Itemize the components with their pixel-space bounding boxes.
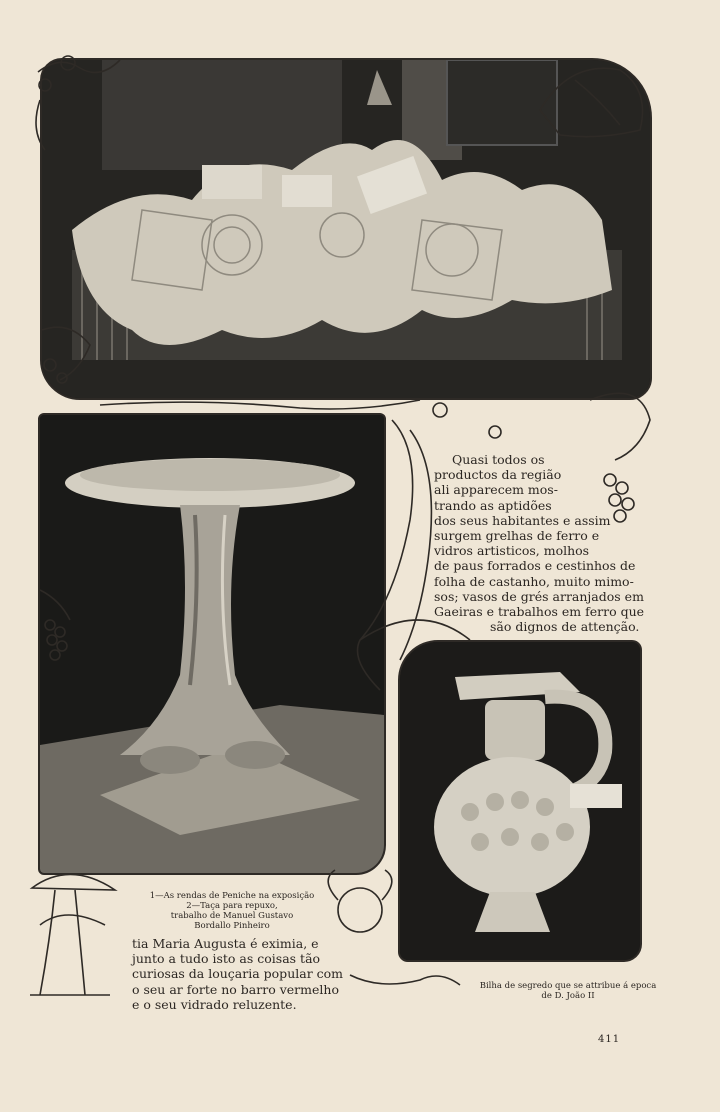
text-line: sos; vasos de grés arranjados em	[434, 588, 644, 604]
caption-line: Bilha de segredo que se attribue á epoca	[479, 981, 657, 991]
text-line: são dignos de attenção.	[490, 619, 640, 635]
photo-secret-jug	[398, 640, 642, 962]
text-line: trando as aptidões	[434, 497, 552, 513]
text-line: tia Maria Augusta é eximia, e	[132, 936, 319, 951]
text-line: junto a tudo isto as coisas tão	[132, 951, 321, 967]
caption-line: de D. João II	[541, 991, 595, 1001]
text-line: dos seus habitantes e assim	[434, 512, 611, 528]
caption-line: 2—Taça para repuxo,	[186, 901, 278, 911]
text-line: Gaeiras e trabalhos em ferro que	[434, 604, 645, 620]
body-right-column	[434, 452, 649, 634]
lace-exhibition-image	[42, 60, 650, 398]
photo-lace-exhibition	[40, 58, 652, 400]
text-line: ali apparecem mos-	[434, 482, 558, 498]
caption-line: trabalho de Manuel Gustavo	[170, 911, 294, 921]
text-line: folha de castanho, muito mimo-	[434, 573, 634, 589]
text-line: de paus forrados e cestinhos de	[434, 558, 636, 574]
text-line: surgem grelhas de ferro e	[434, 528, 600, 544]
text-line: curiosas da louçaria popular com	[132, 966, 344, 982]
page-number: 411	[598, 1034, 621, 1045]
body-bottom-column	[132, 936, 344, 1012]
text-line: productos da região	[434, 467, 562, 483]
secret-jug-image	[400, 642, 640, 960]
caption-line: 1—As rendas de Peniche na exposição	[149, 891, 315, 901]
caption-figures-1-2	[112, 891, 352, 931]
caption-secret-jug	[472, 981, 664, 1001]
fountain-bowl-image	[40, 415, 384, 873]
text-line: vidros artisticos, molhos	[434, 543, 590, 559]
text-line: o seu ar forte no barro vermelho	[132, 981, 339, 997]
text-line: e o seu vidrado reluzente.	[132, 996, 297, 1012]
text-line: Quasi todos os	[452, 452, 545, 467]
caption-line: Bordallo Pinheiro	[194, 921, 270, 931]
photo-fountain-bowl	[38, 413, 386, 875]
